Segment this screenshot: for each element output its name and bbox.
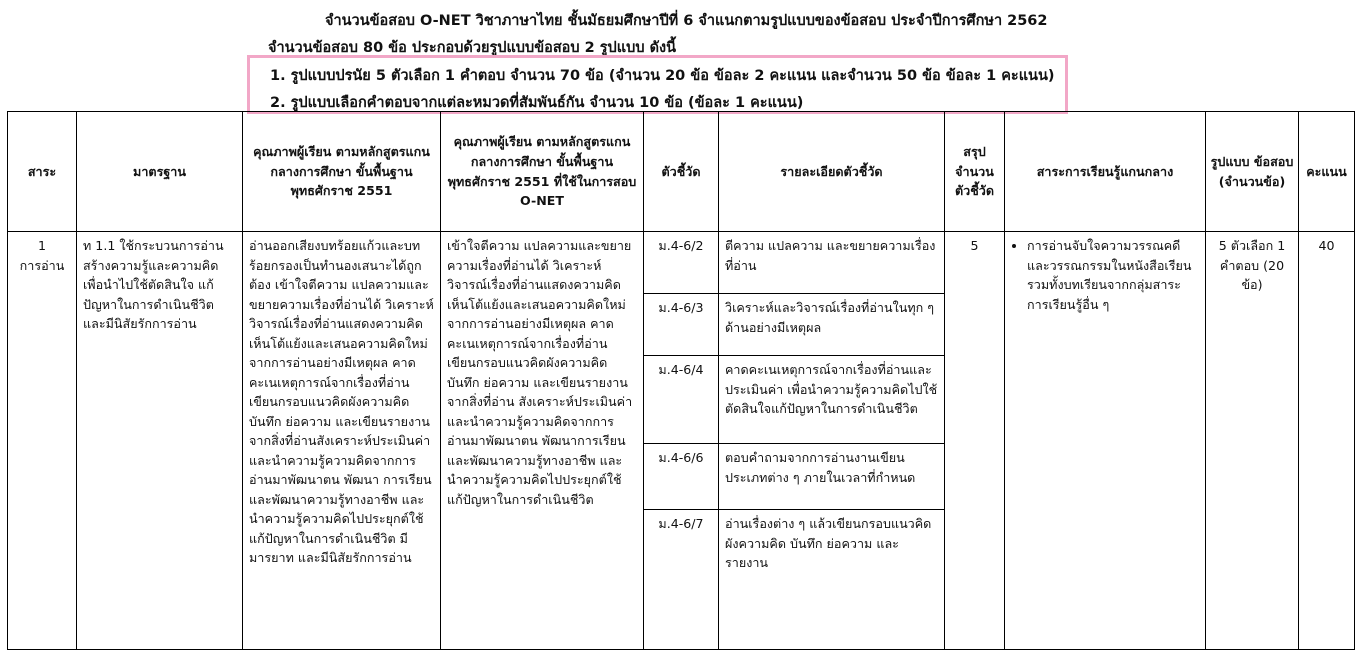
score-cell: 40 [1299,232,1355,650]
header-quality: คุณภาพผู้เรียน ตามหลักสูตรแกนกลางการศึกษา ขั้นพื้นฐาน พุทธศักราช 2551 [243,112,441,232]
indicator-code: ม.4-6/7 [644,510,719,650]
subject-cell [8,232,77,650]
core-content-list [1011,236,1199,314]
header-quality-onet: คุณภาพผู้เรียน ตามหลักสูตรแกนกลางการศึกษา ขั้นพื้นฐาน พุทธศักราช 2551 ที่ใช้ในการสอบ O-NET [441,112,644,232]
subject-number: 1 [37,238,46,253]
header-core-content: สาระการเรียนรู้แกนกลาง [1005,112,1206,232]
standard-cell: ท 1.1 ใช้กระบวนการอ่านสร้างความรู้และความคิดเพื่อนำไปใช้ตัดสินใจ แก้ปัญหาในการดำเนินชีวิต และมีนิสัยรักการอ่าน [77,232,243,650]
header-format: รูปแบบ ข้อสอบ (จำนวนข้อ) [1206,112,1299,232]
header-standard: มาตรฐาน [77,112,243,232]
document-subtitle: จำนวนข้อสอบ 80 ข้อ ประกอบด้วยรูปแบบข้อสอบ 2 รูปแบบ ดังนี้ [268,40,676,56]
indicator-code: ม.4-6/3 [644,294,719,356]
header-score: คะแนน [1299,112,1355,232]
format-item-1: 1. รูปแบบปรนัย 5 ตัวเลือก 1 คำตอบ จำนวน 70 ข้อ (จำนวน 20 ข้อ ข้อละ 2 คะแนน และจำนวน 50 ข้อ ข้อละ 1 คะแนน) [270,68,1055,84]
indicator-detail: ตอบคำถามจากการอ่านงานเขียนประเภทต่าง ๆ ภายในเวลาที่กำหนด [719,444,945,510]
core-content-item: • การอ่านจับใจความวรรณคดีและวรรณกรรมในหนังสือเรียนรวมทั้งบทเรียนจากกลุ่มสาระการเรียนรู้อื่น ๆ [1027,236,1199,314]
indicator-detail: วิเคราะห์และวิจารณ์เรื่องที่อ่านในทุก ๆ ด้านอย่างมีเหตุผล [719,294,945,356]
summary-cell: 5 [945,232,1005,650]
header-summary: สรุป จำนวน ตัวชี้วัด [945,112,1005,232]
highlight-box [247,55,1068,114]
format-cell: 5 ตัวเลือก 1 คำตอบ (20 ข้อ) [1206,232,1299,650]
header-detail: รายละเอียดตัวชี้วัด [719,112,945,232]
header-subject: สาระ [8,112,77,232]
indicator-code: ม.4-6/2 [644,232,719,294]
indicator-detail: อ่านเรื่องต่าง ๆ แล้วเขียนกรอบแนวคิด ผังความคิด บันทึก ย่อความ และรายงาน [719,510,945,650]
core-content-cell [1005,232,1206,650]
table-header-row [8,112,1355,232]
table-row [8,232,1355,294]
document-title: จำนวนข้อสอบ O-NET วิชาภาษาไทย ชั้นมัธยมศึกษาปีที่ 6 จำแนกตามรูปแบบของข้อสอบ ประจำปีการศึกษา 2562 [325,13,1048,29]
indicator-detail: คาดคะเนเหตุการณ์จากเรื่องที่อ่านและประเมินค่า เพื่อนำความรู้ความคิดไปใช้ตัดสินใจแก้ปัญหาในการดำเนินชีวิต [719,356,945,444]
subject-name: การอ่าน [19,257,65,273]
indicator-code: ม.4-6/6 [644,444,719,510]
format-item-2: 2. รูปแบบเลือกคำตอบจากแต่ละหมวดที่สัมพันธ์กัน จำนวน 10 ข้อ (ข้อละ 1 คะแนน) [270,95,804,111]
quality-onet-cell: เข้าใจตีความ แปลความและขยายความเรื่องที่อ่านได้ วิเคราะห์วิจารณ์เรื่องที่อ่านแสดงความคิดเห็นโต้แย้งและเสนอความคิดใหม่จากการอ่านอย่างมีเหตุผล คาดคะเนเหตุการณ์จากเรื่องที่อ่าน เขียนกรอบแนวคิดผังความคิด บันทึก ย่อความ และเขียนรายงานจากสิ่งที่อ่าน สังเคราะห์ประเมินค่าและนำความรู้ความคิดจากการอ่านมาพัฒนาตน พัฒนาการเรียนและพัฒนาความรู้ทางอาชีพ และนำความรู้ความคิดไปประยุกต์ใช้แก้ปัญหาในการดำเนินชีวิต [441,232,644,650]
indicator-code: ม.4-6/4 [644,356,719,444]
indicator-detail: ตีความ แปลความ และขยายความเรื่องที่อ่าน [719,232,945,294]
quality-cell: อ่านออกเสียงบทร้อยแก้วและบทร้อยกรองเป็นทำนองเสนาะได้ถูกต้อง เข้าใจตีความ แปลความและขยายความเรื่องที่อ่านได้ วิเคราะห์วิจารณ์เรื่องที่อ่านแสดงความคิดเห็นโต้แย้งและเสนอความคิดใหม่จากการอ่านอย่างมีเหตุผล คาดคะเนเหตุการณ์จากเรื่องที่อ่าน เขียนกรอบแนวคิดผังความคิด บันทึก ย่อความ และเขียนรายงานจากสิ่งที่อ่านสังเคราะห์ประเมินค่าและนำความรู้ความคิดจากการอ่านมาพัฒนาตน พัฒนา การเรียนและพัฒนาความรู้ทางอาชีพ และนำความรู้ความคิดไปประยุกต์ใช้แก้ปัญหาในการดำเนินชีวิต มีมารยาท และมีนิสัยรักการอ่าน [243,232,441,650]
exam-blueprint-table [7,111,1355,650]
header-indicator: ตัวชี้วัด [644,112,719,232]
